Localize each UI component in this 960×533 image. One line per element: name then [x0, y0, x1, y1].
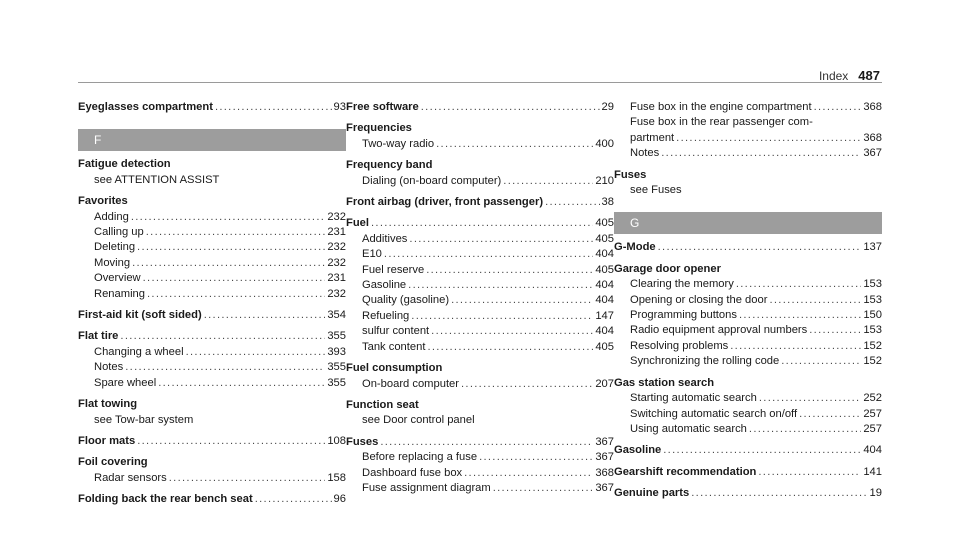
index-term[interactable]	[614, 486, 882, 501]
index-term-text: G-Mode	[614, 241, 656, 254]
page-ref[interactable]: 367	[863, 147, 882, 160]
subentry-text: Dialing (on-board computer)	[362, 174, 502, 187]
section-label: Index	[818, 69, 849, 83]
leader-dots	[491, 481, 594, 496]
leader-dots	[409, 309, 593, 324]
subentry-text: Fuse assignment diagram	[362, 481, 491, 494]
page-ref[interactable]: 207	[595, 377, 614, 390]
see-reference[interactable]	[346, 413, 614, 428]
subentry-text: Radar sensors	[94, 471, 167, 484]
leader-dots	[734, 277, 861, 292]
leader-dots	[797, 407, 861, 422]
index-entry	[78, 434, 346, 449]
subentry[interactable]	[346, 377, 614, 392]
subentry[interactable]	[614, 308, 882, 323]
subentry-text: Resolving problems	[630, 339, 729, 352]
page-ref[interactable]: 400	[595, 137, 614, 150]
subentry-text: Starting automatic search	[630, 392, 757, 405]
subentry-text: Before replacing a fuse	[362, 451, 478, 464]
subentry[interactable]	[78, 360, 346, 375]
subentry[interactable]	[78, 287, 346, 302]
leader-dots	[144, 225, 326, 240]
leader-dots	[656, 240, 862, 255]
leader-dots	[728, 339, 861, 354]
subentry[interactable]	[78, 240, 346, 255]
page-ref[interactable]: 141	[863, 465, 882, 478]
leader-dots	[756, 465, 861, 480]
index-entry	[346, 216, 614, 355]
leader-dots	[659, 146, 861, 161]
leader-dots	[459, 377, 593, 392]
leader-dots	[130, 256, 325, 271]
leader-dots	[253, 492, 332, 507]
subentry-text: Gasoline	[362, 279, 407, 292]
subentry-text: E10	[362, 248, 382, 261]
index-entry	[614, 262, 882, 370]
leader-dots	[779, 354, 861, 369]
index-term[interactable]	[346, 216, 614, 231]
leader-dots	[689, 486, 867, 501]
page-ref[interactable]: 137	[863, 241, 882, 254]
index-term-text: Gearshift recommendation	[614, 465, 757, 478]
see-reference[interactable]	[78, 173, 346, 188]
subentry-text: partment	[630, 131, 675, 144]
subentry[interactable]	[78, 225, 346, 240]
subentry-text: Dashboard fuse box	[362, 466, 463, 479]
subentry[interactable]	[78, 471, 346, 486]
index-term[interactable]	[346, 100, 614, 115]
subentry-text: Fuse box in the engine compartment	[630, 101, 812, 113]
index-entry	[614, 443, 882, 458]
page-ref[interactable]: 405	[595, 340, 614, 353]
index-entry-continued	[614, 100, 882, 162]
page-ref[interactable]: 210	[595, 174, 614, 187]
leader-dots	[135, 240, 325, 255]
subentry-line: Fuse box in the rear passenger com-	[630, 116, 813, 129]
index-term-text: Fuel	[346, 217, 369, 230]
subentry-text: Overview	[94, 272, 141, 285]
subentry[interactable]	[346, 309, 614, 324]
index-term-text: Favorites	[78, 195, 128, 208]
subentry-text: Changing a wheel	[94, 345, 184, 358]
subentry-text: On-board computer	[362, 377, 460, 390]
leader-dots	[202, 308, 326, 323]
index-term-text: Fuses	[346, 435, 379, 448]
page-ref[interactable]: 404	[595, 248, 614, 261]
subentry[interactable]	[78, 210, 346, 225]
subentry[interactable]	[614, 422, 882, 437]
page-ref[interactable]: 158	[327, 471, 346, 484]
subentry[interactable]	[614, 391, 882, 406]
page-ref[interactable]: 153	[863, 293, 882, 306]
index-term-text: Genuine parts	[614, 487, 690, 500]
index-term[interactable]	[78, 194, 346, 209]
index-entry	[346, 100, 614, 115]
index-term-text: First-aid kit (soft sided)	[78, 309, 202, 322]
page-ref[interactable]: 368	[595, 466, 614, 479]
page-ref[interactable]: 405	[595, 232, 614, 245]
index-term[interactable]	[78, 455, 346, 470]
page-ref[interactable]: 108	[327, 434, 346, 447]
index-term[interactable]	[614, 443, 882, 458]
leader-dots	[501, 174, 593, 189]
subentry-text: Fuel reserve	[362, 263, 425, 276]
leader-dots	[118, 329, 325, 344]
subentry-text: Spare wheel	[94, 376, 157, 389]
page-ref[interactable]: 96	[333, 493, 346, 506]
page-ref[interactable]: 257	[863, 422, 882, 435]
leader-dots	[543, 195, 599, 210]
subentry-text: Radio equipment approval numbers	[630, 324, 808, 337]
index-term[interactable]	[346, 121, 614, 136]
subentry-text: Quality (gasoline)	[362, 294, 450, 307]
subentry[interactable]	[346, 481, 614, 496]
subentry[interactable]	[614, 146, 882, 161]
page-ref[interactable]: 232	[327, 210, 346, 223]
index-term-text: Foil covering	[78, 456, 148, 469]
subentry-text: sulfur content	[362, 325, 430, 338]
subentry-text: Additives	[362, 232, 408, 245]
index-entry	[78, 157, 346, 188]
subentry-text: Notes	[630, 147, 660, 160]
page-header	[819, 68, 880, 83]
index-term[interactable]	[78, 492, 346, 507]
index-entry	[614, 486, 882, 501]
index-entry	[346, 158, 614, 189]
subentry[interactable]	[346, 340, 614, 355]
index-entry	[78, 492, 346, 507]
index-term-text: Eyeglasses compartment	[78, 101, 213, 113]
subentry[interactable]	[614, 277, 882, 292]
leader-dots	[123, 360, 325, 375]
leader-dots	[141, 271, 326, 286]
subentry[interactable]	[346, 247, 614, 262]
index-term[interactable]	[346, 195, 614, 210]
index-column-2	[346, 100, 614, 502]
index-entry	[346, 361, 614, 392]
section-letter: F	[78, 129, 346, 151]
leader-dots	[477, 450, 593, 465]
index-term[interactable]	[346, 158, 614, 173]
leader-dots	[419, 100, 600, 115]
page-ref[interactable]: 355	[327, 376, 346, 389]
index-term-text: Flat tire	[78, 330, 119, 343]
page-ref[interactable]: 232	[327, 287, 346, 300]
see-reference-text: see ATTENTION ASSIST	[94, 173, 220, 186]
index-entry	[78, 455, 346, 486]
subentry[interactable]	[614, 131, 882, 146]
index-column-1	[78, 100, 346, 514]
page-ref[interactable]: 152	[863, 355, 882, 368]
subentry[interactable]	[346, 137, 614, 152]
leader-dots	[737, 308, 861, 323]
page-ref[interactable]: 405	[595, 217, 614, 230]
leader-dots	[407, 232, 593, 247]
page-ref[interactable]: 393	[327, 345, 346, 358]
index-entry	[78, 308, 346, 323]
index-column-3	[614, 100, 882, 508]
leader-dots	[406, 278, 593, 293]
page-ref[interactable]: 38	[601, 196, 614, 209]
index-term[interactable]	[78, 157, 346, 172]
subentry-text: Deleting	[94, 241, 136, 254]
subentry[interactable]	[346, 293, 614, 308]
subentry-text: Clearing the memory	[630, 278, 734, 291]
index-term-text: Frequencies	[346, 122, 412, 135]
page-number: 487	[858, 68, 880, 83]
index-term-text: Floor mats	[78, 434, 136, 447]
subentry[interactable]	[78, 376, 346, 391]
page-ref[interactable]: 404	[595, 279, 614, 292]
section-letter: G	[614, 212, 882, 234]
leader-dots	[674, 131, 861, 146]
see-reference[interactable]	[614, 183, 882, 198]
index-term-text: Gas station search	[614, 376, 715, 389]
see-reference-text: see Door control panel	[362, 414, 475, 427]
subentry-text: Moving	[94, 256, 131, 269]
page-ref[interactable]: 354	[327, 309, 346, 322]
see-reference[interactable]	[78, 413, 346, 428]
subentry-text: Notes	[94, 361, 124, 374]
subentry[interactable]	[614, 323, 882, 338]
subentry[interactable]	[346, 466, 614, 481]
page-ref[interactable]: 19	[869, 487, 882, 500]
page-ref[interactable]: 404	[595, 325, 614, 338]
subentry-text: Opening or closing the door	[630, 293, 768, 306]
index-term-text: Frequency band	[346, 159, 433, 172]
page-ref[interactable]: 152	[863, 339, 882, 352]
index-term[interactable]	[78, 100, 346, 115]
index-term[interactable]	[346, 398, 614, 413]
index-term[interactable]	[346, 435, 614, 450]
subentry-text: Programming buttons	[630, 309, 737, 322]
page-ref[interactable]: 147	[595, 309, 614, 322]
index-term-text: Flat towing	[78, 398, 138, 411]
leader-dots	[145, 287, 325, 302]
index-entry	[346, 195, 614, 210]
subentry[interactable]	[346, 450, 614, 465]
subentry-text: Calling up	[94, 226, 144, 239]
subentry[interactable]	[346, 263, 614, 278]
leader-dots	[129, 210, 325, 225]
index-term-text: Fuses	[614, 168, 647, 181]
index-entry	[614, 465, 882, 480]
page-ref[interactable]: 257	[863, 407, 882, 420]
index-entry	[614, 168, 882, 199]
index-term[interactable]	[614, 262, 882, 277]
index-term-text: Folding back the rear bench seat	[78, 493, 253, 506]
index-term[interactable]	[614, 240, 882, 255]
index-entry	[346, 398, 614, 429]
subentry[interactable]	[346, 174, 614, 189]
leader-dots	[424, 263, 593, 278]
page-ref[interactable]: 93	[333, 101, 346, 113]
subentry[interactable]	[614, 354, 882, 369]
subentry[interactable]	[78, 271, 346, 286]
leader-dots	[378, 435, 593, 450]
index-term[interactable]	[614, 465, 882, 480]
leader-dots	[449, 293, 593, 308]
page-ref[interactable]: 367	[595, 451, 614, 464]
subentry-text: Adding	[94, 210, 129, 223]
leader-dots	[757, 391, 861, 406]
subentry[interactable]	[346, 232, 614, 247]
subentry-text: Tank content	[362, 340, 426, 353]
index-term-text: Garage door opener	[614, 262, 721, 275]
leader-dots	[425, 340, 593, 355]
page-ref[interactable]: 29	[601, 101, 614, 113]
page-ref[interactable]: 367	[595, 435, 614, 448]
leader-dots	[434, 137, 593, 152]
index-entry	[78, 100, 346, 115]
subentry-text: Using automatic search	[630, 422, 747, 435]
subentry[interactable]	[614, 339, 882, 354]
index-term-text: Gasoline	[614, 444, 662, 457]
page-ref[interactable]: 232	[327, 256, 346, 269]
leader-dots	[184, 345, 326, 360]
leader-dots	[156, 376, 325, 391]
leader-dots	[135, 434, 325, 449]
index-term[interactable]	[614, 168, 882, 183]
page-ref[interactable]: 153	[863, 278, 882, 291]
page-ref[interactable]: 150	[863, 309, 882, 322]
leader-dots	[213, 100, 332, 115]
subentry[interactable]	[78, 256, 346, 271]
leader-dots	[747, 422, 861, 437]
leader-dots	[767, 293, 861, 308]
index-entry	[78, 329, 346, 391]
subentry-text: Two-way radio	[362, 137, 435, 150]
index-term[interactable]	[78, 434, 346, 449]
subentry[interactable]	[346, 278, 614, 293]
leader-dots	[807, 323, 861, 338]
page-ref[interactable]: 355	[327, 361, 346, 374]
page-ref[interactable]: 368	[863, 131, 882, 144]
index-term-text: Front airbag (driver, front passenger)	[346, 196, 544, 209]
header-rule	[78, 82, 882, 83]
index-term[interactable]	[78, 329, 346, 344]
subentry-text: Refueling	[362, 309, 410, 322]
page-ref[interactable]: 404	[595, 294, 614, 307]
page-ref[interactable]: 367	[595, 481, 614, 494]
subentry[interactable]	[614, 407, 882, 422]
subentry[interactable]	[614, 100, 882, 115]
index-term-text: Free software	[346, 101, 419, 113]
subentry-text: Switching automatic search on/off	[630, 407, 798, 420]
index-term[interactable]	[78, 308, 346, 323]
page-ref[interactable]: 355	[327, 330, 346, 343]
leader-dots	[661, 443, 861, 458]
page-ref[interactable]: 231	[327, 226, 346, 239]
leader-dots	[429, 324, 593, 339]
see-reference-text: see Fuses	[630, 184, 682, 197]
subentry[interactable]	[346, 324, 614, 339]
page-ref[interactable]: 231	[327, 272, 346, 285]
index-term-text: Function seat	[346, 398, 419, 411]
index-entry	[78, 194, 346, 302]
page-ref[interactable]: 404	[863, 444, 882, 457]
index-term[interactable]	[346, 361, 614, 376]
see-reference-text: see Tow-bar system	[94, 413, 194, 426]
page-ref[interactable]: 153	[863, 324, 882, 337]
leader-dots	[167, 471, 326, 486]
leader-dots	[369, 216, 593, 231]
index-term-text: Fatigue detection	[78, 158, 171, 171]
leader-dots	[462, 466, 593, 481]
subentry-text: Synchronizing the rolling code	[630, 355, 780, 368]
page-ref[interactable]: 368	[863, 101, 882, 113]
subentry[interactable]	[78, 345, 346, 360]
subentry[interactable]	[614, 293, 882, 308]
index-term[interactable]	[78, 397, 346, 412]
index-entry	[614, 240, 882, 255]
index-term[interactable]	[614, 376, 882, 391]
index-entry	[614, 376, 882, 438]
index-entry	[346, 435, 614, 497]
leader-dots	[812, 100, 862, 115]
page-ref[interactable]: 405	[595, 263, 614, 276]
index-entry	[78, 397, 346, 428]
subentry-text: Renaming	[94, 287, 145, 300]
page-ref[interactable]: 232	[327, 241, 346, 254]
page-ref[interactable]: 252	[863, 392, 882, 405]
leader-dots	[382, 247, 593, 262]
index-entry	[346, 121, 614, 152]
index-term-text: Fuel consumption	[346, 362, 443, 375]
